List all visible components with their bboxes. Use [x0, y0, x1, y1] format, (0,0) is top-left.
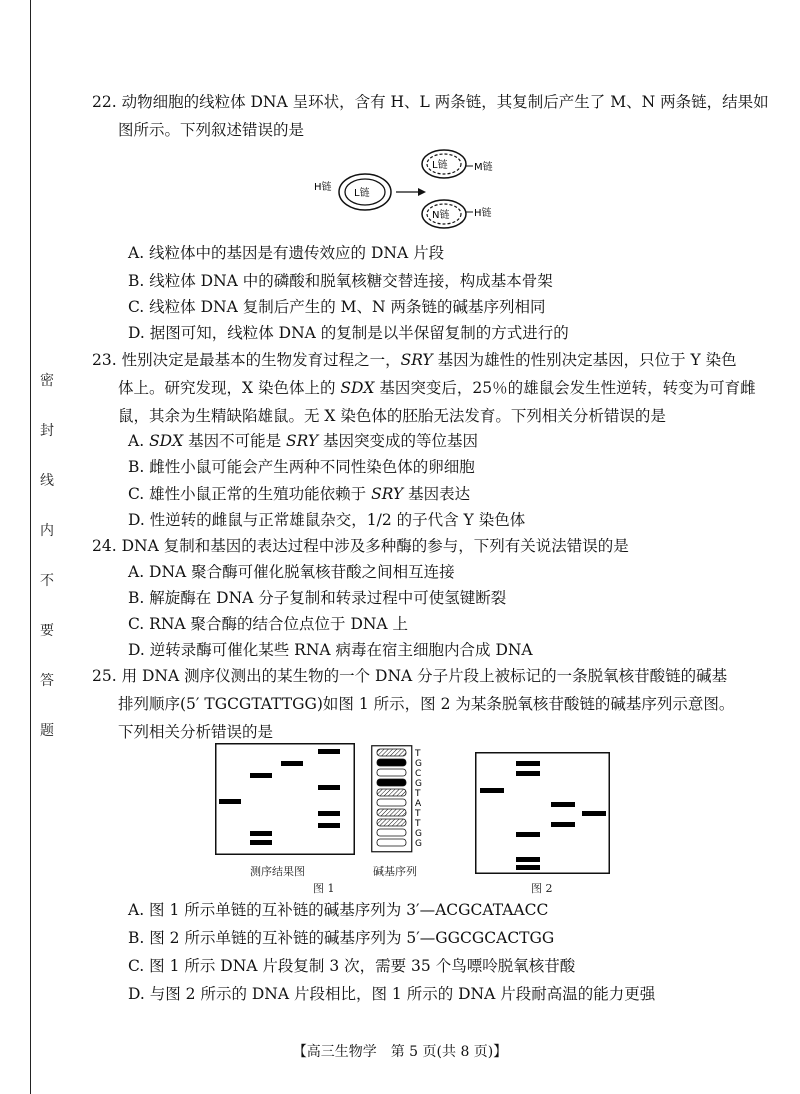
question-23-line: 23. 性别决定是最基本的生物发育过程之一，SRY 基因为雄性的性别决定基因，只位于 Y 染色	[92, 351, 737, 369]
gel-band	[582, 811, 606, 816]
seal-char: 内	[40, 523, 54, 539]
seal-char: 密	[40, 373, 54, 389]
question-22-line: 22. 动物细胞的线粒体 DNA 呈环状，含有 H、L 两条链，其复制后产生了 M、N 两条链，结果如	[92, 93, 769, 111]
base-letter: T	[415, 749, 421, 759]
question-22-stem	[92, 88, 782, 144]
gel-band	[318, 811, 340, 816]
question-22-line: 图所示。下列叙述错误的是	[118, 121, 305, 139]
gel-band	[250, 840, 272, 845]
gel-band	[318, 785, 340, 790]
base-letter: G	[415, 779, 422, 789]
option-a: A. DNA 聚合酶可催化脱氧核苷酸之间相互连接	[128, 563, 455, 581]
seal-char: 不	[40, 573, 54, 589]
question-25-line: 25. 用 DNA 测序仪测出的某生物的一个 DNA 分子片段上被标记的一条脱氧核苷酸链的碱基	[92, 667, 728, 685]
option-a: A. 线粒体中的基因是有遗传效应的 DNA 片段	[128, 244, 445, 262]
fig1-label: 图 1	[313, 882, 335, 895]
option-d: D. 据图可知，线粒体 DNA 的复制是以半保留复制的方式进行的	[128, 324, 569, 342]
seal-char: 封	[40, 423, 54, 439]
question-24-stem	[92, 532, 782, 560]
option-b: B. 线粒体 DNA 中的磷酸和脱氧核糖交替连接，构成基本骨架	[128, 272, 553, 290]
h-strand-label: H链	[314, 182, 332, 193]
option-b: B. 雌性小鼠可能会产生两种不同性染色体的卵细胞	[128, 458, 475, 476]
base-letter: T	[415, 789, 421, 799]
gel-band	[551, 822, 575, 827]
gel-band	[318, 749, 340, 754]
gel-band	[219, 799, 241, 804]
question-25-stem	[92, 662, 782, 746]
base-letter: T	[415, 819, 421, 829]
base-sequence-column	[371, 745, 429, 853]
question-23-line: 鼠，其余为生精缺陷雄鼠。无 X 染色体的胚胎无法发育。下列相关分析错误的是	[118, 407, 666, 425]
option-b: B. 解旋酶在 DNA 分子复制和转录过程中可使氢键断裂	[128, 589, 507, 607]
gel-band	[516, 761, 540, 766]
gel-band	[250, 773, 272, 778]
option-a: A. SDX 基因不可能是 SRY 基因突变成的等位基因	[128, 432, 478, 450]
gel-band	[281, 761, 303, 766]
base-letter: G	[415, 829, 422, 839]
gel-band	[551, 802, 575, 807]
m-strand-label: M链	[474, 162, 493, 173]
seal-char: 要	[40, 623, 54, 639]
question-23-stem	[92, 346, 782, 430]
gel-band	[516, 865, 540, 870]
seal-notice	[36, 370, 58, 740]
question-23-line: 体上。研究发现，X 染色体上的 SDX 基因突变后，25％的雄鼠会发生性逆转，转变为可育雌	[118, 379, 756, 397]
figure-2-gel	[475, 752, 610, 874]
sequencing-result-gel	[215, 743, 355, 855]
question-25-line: 排列顺序(5′ TGCGTATTGG)如图 1 所示，图 2 为某条脱氧核苷酸链的碱基序列示意图。	[118, 695, 735, 713]
base-letter: G	[415, 759, 422, 769]
gel-band	[480, 788, 504, 793]
mtdna-replication-figure	[310, 148, 520, 243]
option-b: B. 图 2 所示单链的互补链的碱基序列为 5′—GGCGCACTGG	[128, 929, 555, 947]
option-d: D. 与图 2 所示的 DNA 片段相比，图 1 所示的 DNA 片段耐高温的能力更强	[128, 985, 656, 1003]
question-25-line: 下列相关分析错误的是	[118, 723, 274, 741]
gel-band	[250, 831, 272, 836]
seal-char: 线	[40, 473, 54, 489]
question-24-line: 24. DNA 复制和基因的表达过程中涉及多种酶的参与，下列有关说法错误的是	[92, 537, 629, 555]
fig1-caption-right: 碱基序列	[373, 865, 417, 878]
l-strand-label: L链	[354, 188, 370, 199]
gel-band	[516, 832, 540, 837]
base-letter: C	[415, 769, 422, 779]
gel-band	[516, 857, 540, 862]
option-a: A. 图 1 所示单链的互补链的碱基序列为 3′—ACGCATAACC	[128, 901, 549, 919]
gel-band	[318, 823, 340, 828]
option-c: C. RNA 聚合酶的结合位点位于 DNA 上	[128, 615, 409, 633]
binding-line	[30, 0, 31, 1094]
seal-char: 答	[40, 673, 54, 689]
option-d: D. 性逆转的雌鼠与正常雄鼠杂交，1/2 的子代含 Y 染色体	[128, 511, 526, 529]
page-footer: 【高三生物学 第 5 页(共 8 页)】	[292, 1044, 508, 1060]
base-letter: A	[415, 799, 422, 809]
option-c: C. 图 1 所示 DNA 片段复制 3 次，需要 35 个鸟嘌呤脱氧核苷酸	[128, 957, 576, 975]
n-strand-label: N链	[432, 210, 450, 221]
l-strand-label: L链	[432, 160, 448, 171]
option-c: C. 雄性小鼠正常的生殖功能依赖于 SRY 基因表达	[128, 485, 471, 503]
base-letter: T	[415, 809, 421, 819]
gel-band	[516, 771, 540, 776]
option-d: D. 逆转录酶可催化某些 RNA 病毒在宿主细胞内合成 DNA	[128, 641, 533, 659]
seal-char: 题	[40, 723, 54, 739]
fig1-caption-left: 测序结果图	[250, 865, 305, 878]
option-c: C. 线粒体 DNA 复制后产生的 M、N 两条链的碱基序列相同	[128, 298, 546, 316]
h-strand-label: H链	[474, 208, 492, 219]
fig2-label: 图 2	[531, 882, 553, 895]
base-letter: G	[415, 839, 422, 849]
